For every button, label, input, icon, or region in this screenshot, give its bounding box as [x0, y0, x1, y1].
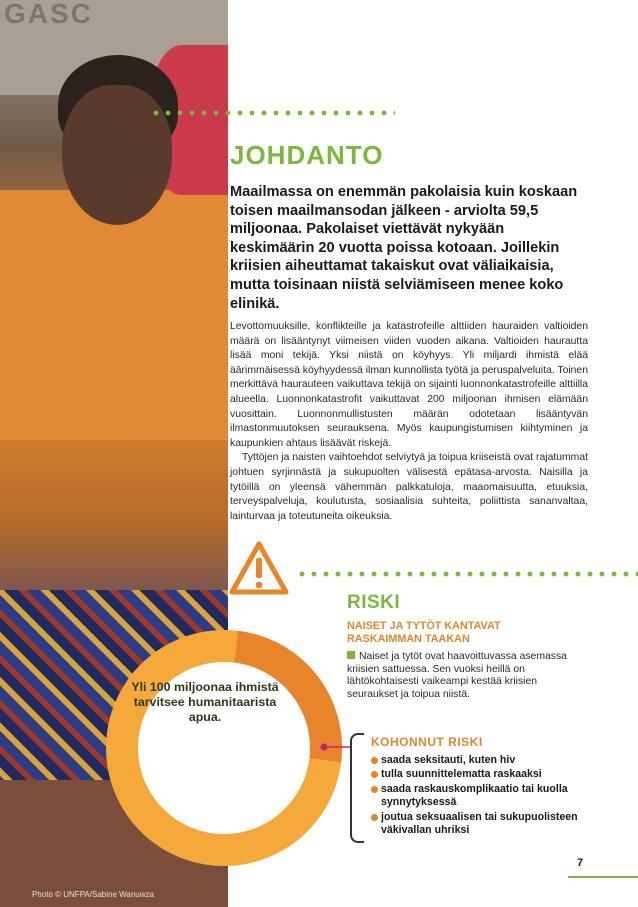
- list-item-text: saada raskauskomplikaatio tai kuolla synnytyksessä: [381, 782, 568, 809]
- body-text: [230, 320, 588, 524]
- body-paragraph-1: Levottomuuksille, konflikteille ja katastrofeille alttiiden hauraiden valtioiden määrä on lisääntynyt viimeisen viiden vuoden aikana. Valtioiden haurautta lisää moni tekijä. Yksi niistä on köyhyys. Yli miljardi ihmistä elää äärimmäisessä köyhyydessä ilman kunnollista työtä ja peruspalveluita. Toinen merkittävä haurauteen vaikuttava tekijä on sijainti luonnonkatastrofeille alttiilla alueella. Luonnonkatastrofit vaikuttavat 200 miljoonan ihmisen elämään vuosittain. Luonnonmullistusten määrän odotetaan lisääntyvän ilmastonmuutoksen seurauksena. Myös kaupungistumisen kiihtyminen ja kaupunkien ahtaus lisäävät riskejä.: [230, 321, 588, 449]
- donut-statement: Yli 100 miljoonaa ihmistä tarvitsee humanitaarista apua.: [131, 680, 279, 724]
- warning-triangle-icon: [228, 540, 290, 596]
- photo-credit: Photo © UNFPA/Sabine Wanuwza: [32, 890, 154, 899]
- dotted-rule-top: [150, 110, 395, 116]
- riski-title: RISKI: [347, 592, 401, 613]
- bullet-dot: [371, 814, 378, 821]
- lead-paragraph: Maailmassa on enemmän pakolaisia kuin koskaan toisen maailmansodan jälkeen - arviolta 59,5 miljoonaa. Pakolaiset viettävät nykyään keskimäärin 20 vuotta poissa kotoaan. Joillekin kriisien aiheuttamat takaiskut ovat väliaikaisia, mutta toisinaan niistä selviämiseen menee koko elinikä.: [230, 184, 578, 312]
- dotted-rule-middle: [296, 571, 638, 577]
- page-title: JOHDANTO: [230, 140, 384, 170]
- bracket: [350, 733, 364, 843]
- bullet-dot: [371, 771, 378, 778]
- list-item-text: tulla suunnittelematta raskaaksi: [381, 768, 542, 781]
- list-item: [371, 783, 601, 810]
- donut-highlight-statement: JOKA NELJÄS AVUN TARVITSIJA ON 15–49-VUOTIAS TYTTÖ TAI NAINEN.: [140, 732, 270, 791]
- list-item: [371, 768, 601, 781]
- kohonnut-riski-list: [371, 754, 601, 838]
- list-item: [371, 811, 601, 838]
- photo-face: [62, 85, 172, 225]
- body-paragraph-2: Tyttöjen ja naisten vaihtoehdot selviytyä ja toipua kriiseistä ovat rajatummat johtuen syrjinnästä ja sukupuolten välisestä epätasa-arvosta. Naisilla ja tytöillä on yleensä vähemmän palkkatuloja, maaomaisuutta, etuuksia, terveyspalveluja, koulutusta, sosiaalisia suhteita, poliittista sananvaltaa, lainturvaa ja toteutuneita oikeuksia.: [230, 452, 588, 522]
- list-item-text: joutua seksuaalisen tai sukupuolisteen väkivallan uhriksi: [381, 810, 578, 837]
- riski-subtitle: NAISET JA TYTÖT KANTAVAT RASKAIMMAN TAAKAN: [347, 620, 501, 645]
- kohonnut-riski-title: KOHONNUT RISKI: [371, 735, 483, 749]
- bullet-dot: [371, 786, 378, 793]
- list-item-text: saada seksitauti, kuten hiv: [381, 754, 516, 766]
- bullet-dot: [371, 757, 378, 764]
- riski-body-text: Naiset ja tytöt ovat haavoittuvassa asemassa kriisien sattuessa. Sen vuoksi heillä on lähtökohtaisesti vaikeampi kestää kriisien seuraukset ja toipua niistä.: [347, 651, 567, 700]
- photo-wall-text: GASC: [4, 0, 93, 29]
- page-number-rule: [568, 876, 638, 878]
- connector-line: [320, 742, 352, 752]
- list-item: [371, 754, 601, 767]
- riski-body: [347, 651, 587, 701]
- page-number: 7: [577, 857, 584, 869]
- green-square-bullet: [347, 651, 355, 659]
- photo-shirt: [0, 190, 228, 440]
